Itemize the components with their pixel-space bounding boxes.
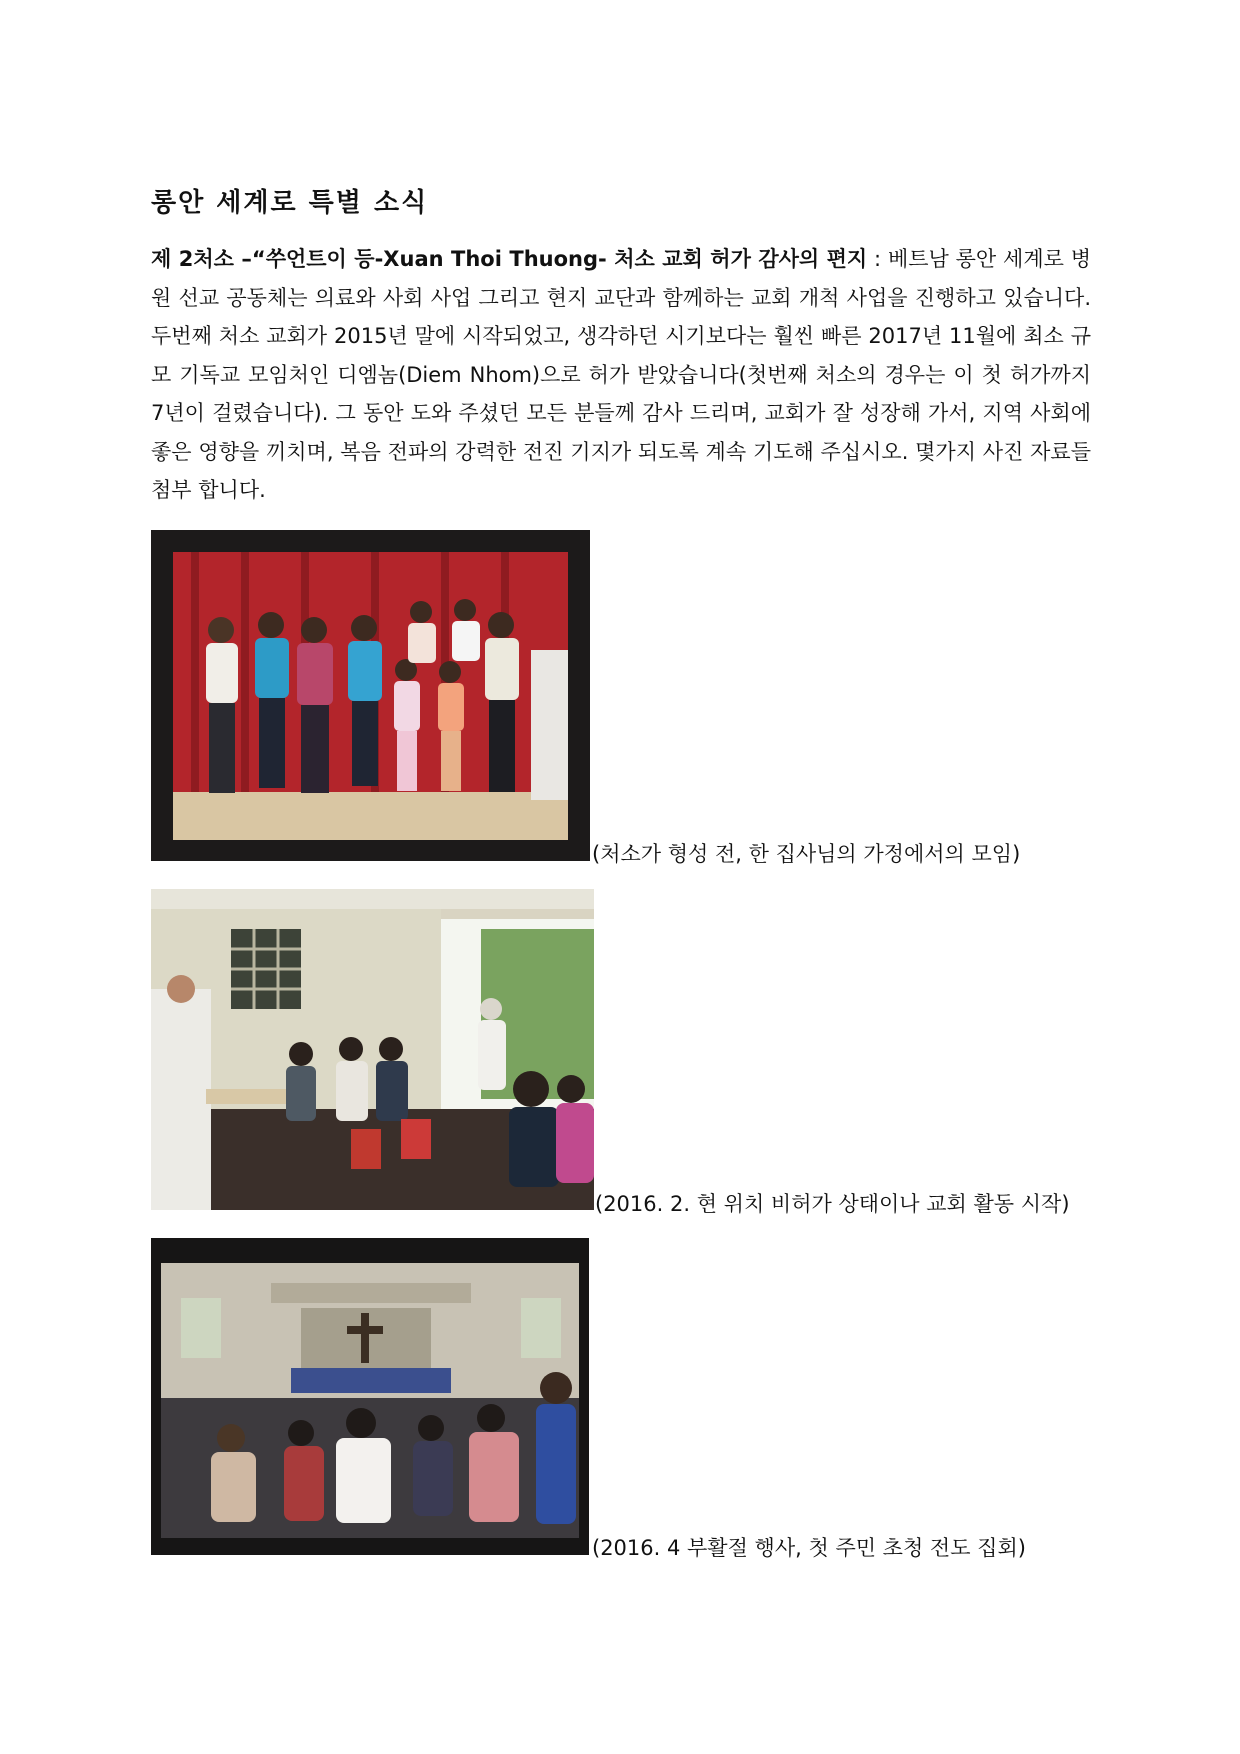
photo-caption: (처소가 형성 전, 한 집사님의 가정에서의 모임) <box>592 842 1021 866</box>
photo-meeting-room <box>151 889 594 1210</box>
photo-caption: (2016. 4 부활절 행사, 첫 주민 초청 전도 집회) <box>592 1536 1026 1560</box>
photo-caption: (2016. 2. 현 위치 비허가 상태이나 교회 활동 시작) <box>595 1192 1070 1216</box>
intro-heading: 제 2처소 –“쑤언트이 등-Xuan Thoi Thuong- 처소 교회 허가 감사의 편지 <box>151 247 868 271</box>
photo-group-portrait <box>151 530 590 861</box>
photo-easter-service <box>151 1238 589 1555</box>
body-paragraph <box>151 240 1091 510</box>
page-title: 롱안 세계로 특별 소식 <box>151 188 429 218</box>
intro-text: : 베트남 롱안 세계로 병원 선교 공동체는 의료와 사회 사업 그리고 현지 교단과 함께하는 교회 개척 사업을 진행하고 있습니다. 두번째 처소 교회가 2015년 말에 시작되었고, 생각하던 시기보다는 훨씬 빠른 2017년 11월에 최소 규모 기독교 모임처인 디엠놈(Diem Nhom)으로 허가 받았습니다(첫번째 처소의 경우는 이 첫 허가까지 7년이 걸렸습니다). 그 동안 도와 주셨던 모든 분들께 감사 드리며, 교회가 잘 성장해 가서, 지역 사회에 좋은 영향을 끼치며, 복음 전파의 강력한 전진 기지가 되도록 계속 기도해 주십시오. 몇가지 사진 자료들 첨부 합니다. <box>151 247 1092 502</box>
